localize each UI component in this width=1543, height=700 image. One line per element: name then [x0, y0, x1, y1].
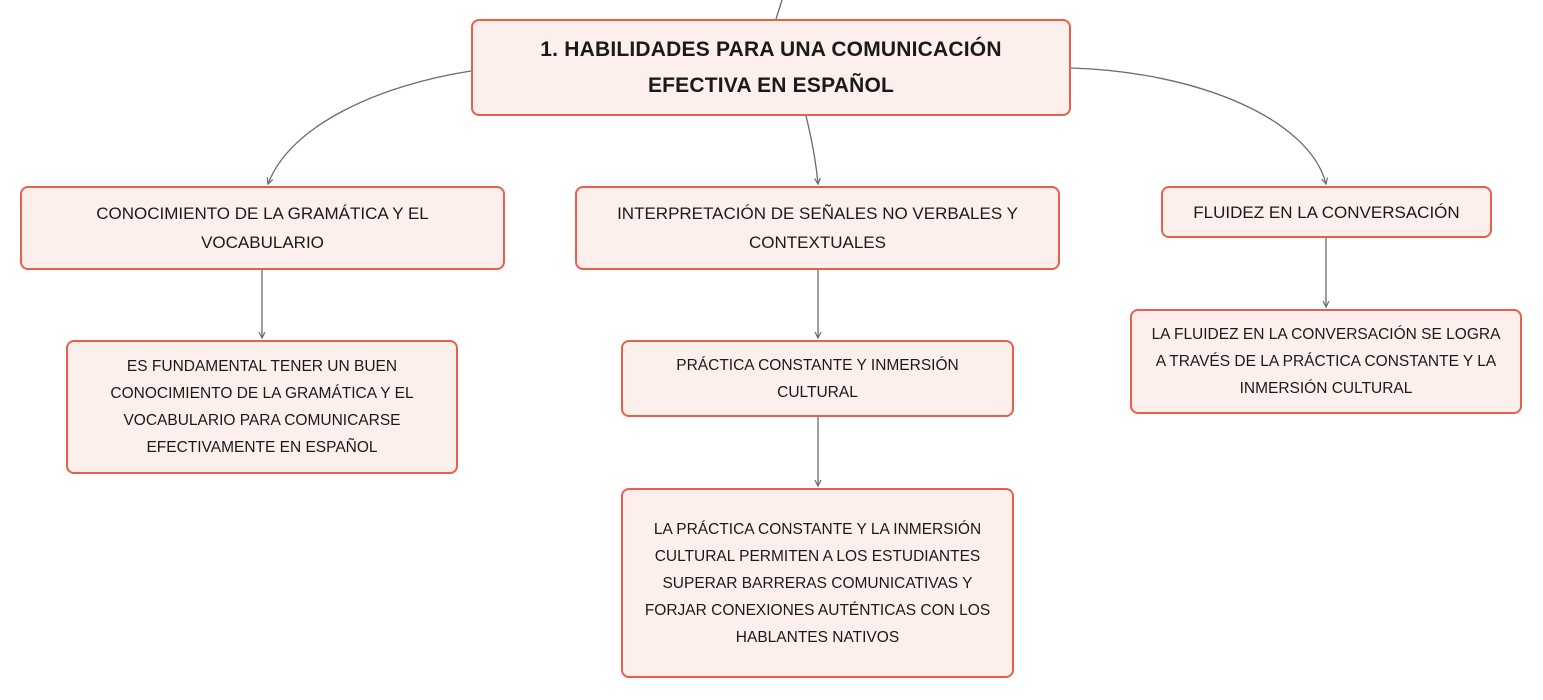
subtopic-node-practica-inmersion[interactable] — [621, 340, 1014, 417]
topic-node-senales-no-verbales[interactable] — [575, 186, 1060, 270]
root-topic-label: 1. HABILIDADES PARA UNA COMUNICACIÓN EFECTIVA EN ESPAÑOL — [540, 37, 1002, 97]
topic-label: INTERPRETACIÓN DE SEÑALES NO VERBALES Y CONTEXTUALES — [617, 204, 1018, 252]
subtopic-label: LA FLUIDEZ EN LA CONVERSACIÓN SE LOGRA A TRAVÉS DE LA PRÁCTICA CONSTANTE Y LA INMERSIÓN CULTURAL — [1151, 326, 1501, 397]
connector-root-to-nonverbal — [806, 116, 818, 184]
subtopic-node-gramatica-detalle[interactable] — [66, 340, 458, 474]
connector-root-to-fluidez — [1071, 68, 1326, 184]
connector-from-parent — [776, 0, 782, 19]
root-topic-node[interactable] — [471, 19, 1071, 116]
subtopic-node-fluidez-detalle[interactable] — [1130, 309, 1522, 414]
connector-root-to-gramatica — [268, 71, 471, 184]
subtopic-label: PRÁCTICA CONSTANTE Y INMERSIÓN CULTURAL — [676, 356, 959, 401]
subtopic-node-practica-detalle[interactable] — [621, 488, 1014, 678]
subtopic-label: ES FUNDAMENTAL TENER UN BUEN CONOCIMIENTO DE LA GRAMÁTICA Y EL VOCABULARIO PARA COMUNICARSE EFECTIVAMENTE EN ESPAÑOL — [110, 358, 414, 456]
topic-node-gramatica-vocabulario[interactable] — [20, 186, 505, 270]
subtopic-label: LA PRÁCTICA CONSTANTE Y LA INMERSIÓN CULTURAL PERMITEN A LOS ESTUDIANTES SUPERAR BARRERAS COMUNICATIVAS Y FORJAR CONEXIONES AUTÉNTICAS CON LOS HABLANTES NATIVOS — [644, 520, 991, 646]
topic-label: FLUIDEZ EN LA CONVERSACIÓN — [1193, 202, 1460, 222]
topic-node-fluidez[interactable] — [1161, 186, 1492, 238]
topic-label: CONOCIMIENTO DE LA GRAMÁTICA Y EL VOCABULARIO — [96, 204, 429, 252]
